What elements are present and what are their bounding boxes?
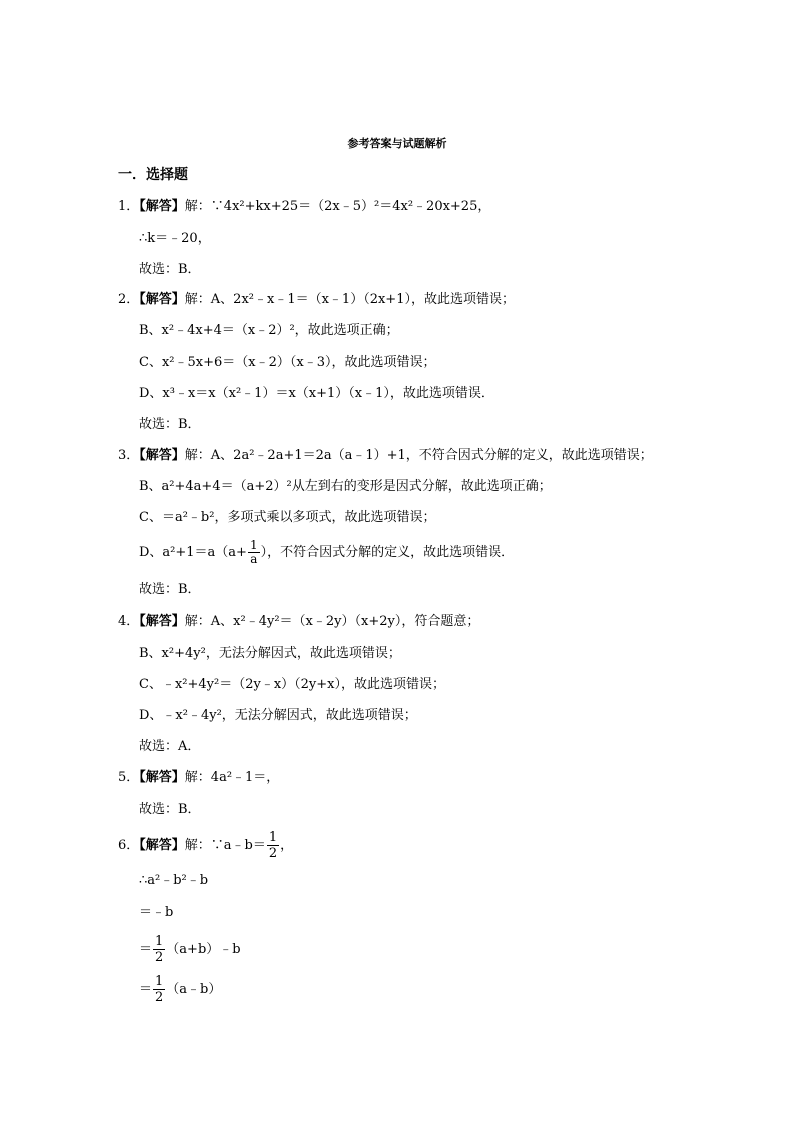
q4-text-1: 解：A、x²﹣4y²＝（x﹣2y）（x+2y），符合题意； — [184, 614, 480, 629]
q2-line-4: D、x³﹣x＝x（x²﹣1）＝x（x+1）（x﹣1），故此选项错误． — [139, 386, 494, 401]
q6-line-4 — [139, 934, 241, 966]
q6-line-5 — [139, 974, 221, 1006]
q2-line-1 — [118, 291, 515, 309]
q4-number: 4． — [118, 614, 140, 629]
q3-line-4 — [139, 538, 514, 568]
q2-line-5: 故选：B． — [139, 417, 201, 432]
q5-tag: 【解答】 — [139, 770, 185, 785]
page-title: 参考答案与试题解析 — [347, 137, 447, 150]
q6-line-1 — [118, 830, 293, 862]
q2-line-2: B、x²﹣4x+4＝（x﹣2）²，故此选项正确； — [139, 323, 399, 338]
q6-text-1a: 解：∵a﹣b＝ — [184, 838, 266, 853]
q6-fraction-2-denominator: 2 — [155, 950, 164, 965]
q4-line-2: B、x²+4y²，无法分解因式，故此选项错误； — [139, 646, 401, 661]
q1-number: 1． — [118, 199, 140, 214]
q6-fraction-1 — [267, 830, 279, 861]
q6-fraction-3-denominator: 2 — [155, 990, 164, 1005]
q2-number: 2． — [118, 292, 140, 307]
q2-text-1: 解：A、2x²﹣x﹣1＝（x﹣1）（2x+1），故此选项错误； — [184, 292, 515, 307]
q6-fraction-1-denominator: 2 — [268, 846, 278, 861]
q3-fraction-numerator: 1 — [249, 538, 258, 552]
q5-number: 5． — [118, 770, 140, 785]
q6-text-1b: ， — [280, 838, 294, 853]
q6-fraction-1-numerator: 1 — [268, 830, 278, 845]
q6-line-3: ＝﹣b — [139, 905, 174, 920]
q3-number: 3． — [118, 448, 140, 463]
q6-fraction-3-numerator: 1 — [155, 974, 164, 989]
q3-line-3: C、＝a²﹣b²，多项式乘以多项式，故此选项错误； — [139, 510, 436, 525]
q6-fraction-2 — [153, 934, 165, 965]
q3-line-1 — [118, 447, 653, 465]
section-heading: 一．选择题 — [118, 167, 188, 183]
q6-number: 6． — [118, 838, 140, 853]
q6-fraction-3 — [153, 974, 165, 1005]
q3-text-4a: D、a²+1＝a（a+ — [139, 545, 247, 560]
q4-line-4: D、﹣x²﹣4y²，无法分解因式，故此选项错误； — [139, 708, 417, 723]
q3-line-5: 故选：B． — [139, 582, 201, 597]
q4-line-1 — [118, 613, 479, 631]
q6-tag: 【解答】 — [139, 838, 185, 853]
q5-line-1 — [118, 769, 279, 787]
q6-fraction-2-numerator: 1 — [155, 934, 164, 949]
q1-line-3: 故选：B． — [139, 262, 201, 277]
q1-text-1: 解：∵4x²+kx+25＝（2x﹣5）²＝4x²﹣20x+25， — [184, 199, 491, 214]
q2-line-3: C、x²﹣5x+6＝（x﹣2）（x﹣3），故此选项错误； — [139, 355, 436, 370]
q5-line-2: 故选：B． — [139, 802, 201, 817]
q3-fraction — [248, 539, 260, 566]
q6-text-4a: ＝ — [139, 942, 153, 957]
q4-tag: 【解答】 — [139, 614, 185, 629]
q1-tag: 【解答】 — [139, 199, 185, 214]
q1-line-1 — [118, 198, 490, 216]
q6-text-5a: ＝ — [139, 982, 153, 997]
q5-text-1: 解：4a²﹣1＝， — [184, 770, 280, 785]
q2-tag: 【解答】 — [139, 292, 185, 307]
q3-fraction-denominator: a — [250, 552, 258, 566]
q6-line-2: ∴a²﹣b²﹣b — [139, 873, 209, 888]
q6-text-4b: （a+b）﹣b — [166, 942, 241, 957]
q3-text-1: 解：A、2a²﹣2a+1＝2a（a﹣1）+1，不符合因式分解的定义，故此选项错误； — [184, 448, 653, 463]
q3-text-4b: ），不符合因式分解的定义，故此选项错误． — [260, 545, 515, 560]
q3-tag: 【解答】 — [139, 448, 185, 463]
q3-line-2: B、a²+4a+4＝（a+2）²从左到右的变形是因式分解，故此选项正确； — [139, 479, 552, 494]
q4-line-3: C、﹣x²+4y²＝（2y﹣x）（2y+x），故此选项错误； — [139, 677, 445, 692]
q4-line-5: 故选：A． — [139, 739, 201, 754]
q6-text-5b: （a﹣b） — [166, 982, 222, 997]
q1-line-2: ∴k＝﹣20， — [139, 231, 211, 246]
